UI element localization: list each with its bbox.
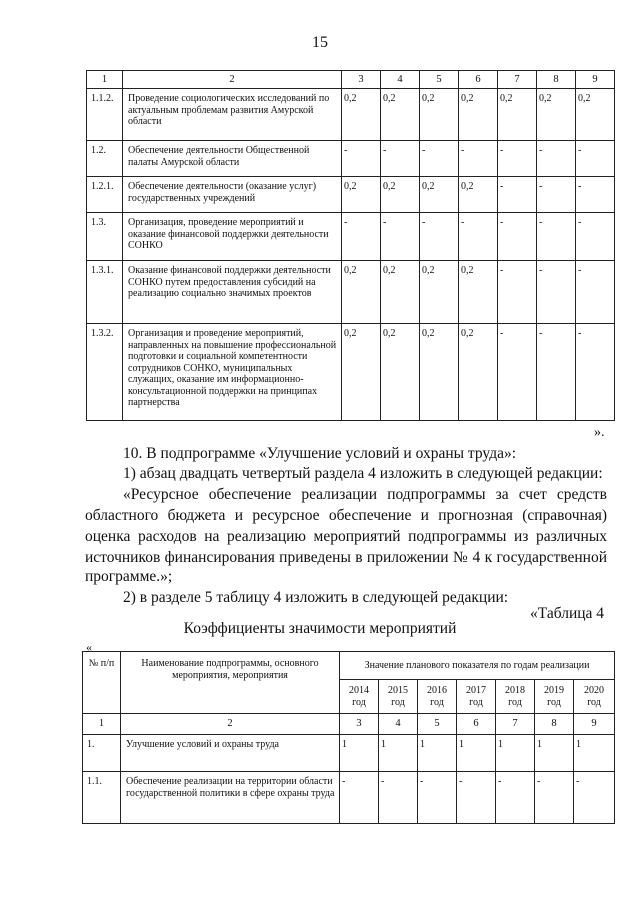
row-value: - [459, 141, 498, 177]
quote-line-last: программе.»; [85, 568, 173, 585]
year-header: 2015 год [379, 680, 418, 714]
item-10-1: 1) абзац двадцать четвертый раздела 4 изложить в следующей редакции: [123, 465, 603, 482]
row-value: 0,2 [420, 177, 459, 213]
year-header: 2017 год [457, 680, 496, 714]
row-value: - [381, 141, 420, 177]
row-value: - [381, 213, 420, 261]
column-number: 5 [418, 714, 457, 735]
row-number: 1.3.2. [87, 324, 123, 421]
row-value: 0,2 [576, 89, 615, 141]
table-title: Коэффициенты значимости мероприятий [183, 620, 457, 637]
year-header: 2018 год [496, 680, 535, 714]
row-value: - [420, 213, 459, 261]
row-value: - [420, 141, 459, 177]
column-number: 7 [498, 71, 537, 89]
row-value: - [379, 772, 418, 824]
table-label: «Таблица 4 [530, 605, 605, 622]
row-value: - [342, 213, 381, 261]
row-value: 0,2 [459, 324, 498, 421]
table-row [83, 735, 615, 772]
row-value: - [537, 261, 576, 324]
header-number: № п/п [83, 652, 121, 714]
row-value: 0,2 [342, 261, 381, 324]
column-number: 1 [87, 71, 123, 89]
header-values: Значение планового показателя по годам реализации [340, 652, 615, 680]
column-number: 3 [342, 71, 381, 89]
page-number: 15 [312, 34, 328, 51]
row-value: 1 [535, 735, 574, 772]
row-value: 1 [418, 735, 457, 772]
row-value: - [576, 261, 615, 324]
column-number: 5 [420, 71, 459, 89]
table-row [87, 213, 615, 261]
row-value: 0,2 [381, 261, 420, 324]
row-value: 0,2 [420, 324, 459, 421]
row-number: 1.3. [87, 213, 123, 261]
column-number: 9 [574, 714, 615, 735]
row-value: - [576, 141, 615, 177]
row-value: 0,2 [342, 177, 381, 213]
quote-line: «Ресурсное обеспечение реализации подпрограммы за счет средств [123, 486, 607, 503]
row-value: 1 [340, 735, 379, 772]
row-value: - [459, 213, 498, 261]
row-value: - [496, 772, 535, 824]
row-number: 1.2.1. [87, 177, 123, 213]
row-value: 0,2 [459, 177, 498, 213]
row-value: 0,2 [342, 324, 381, 421]
row-number: 1.2. [87, 141, 123, 177]
row-name: Обеспечение деятельности (оказание услуг) государственных учреждений [123, 177, 342, 213]
significance-coefficients-table [82, 651, 615, 824]
row-value: 1 [496, 735, 535, 772]
table-header-row [83, 652, 615, 680]
year-header: 2016 год [418, 680, 457, 714]
row-name: Улучшение условий и охраны труда [121, 735, 340, 772]
quote-line: оценка расходов на реализацию мероприятий подпрограммы из различных [85, 528, 607, 545]
table-row [87, 261, 615, 324]
row-value: 0,2 [381, 324, 420, 421]
row-value: - [537, 213, 576, 261]
column-number: 3 [340, 714, 379, 735]
row-value: - [576, 324, 615, 421]
table-row [87, 177, 615, 213]
table-row [87, 89, 615, 141]
header-name: Наименование подпрограммы, основного мероприятия, мероприятия [121, 652, 340, 714]
column-number: 6 [457, 714, 496, 735]
row-number: 1.1. [83, 772, 121, 824]
row-number: 1.1.2. [87, 89, 123, 141]
table-row [87, 324, 615, 421]
row-name: Организация, проведение мероприятий и оказание финансовой поддержки деятельности СОНКО [123, 213, 342, 261]
row-value: - [498, 213, 537, 261]
item-10-2: 2) в разделе 5 таблицу 4 изложить в следующей редакции: [123, 589, 509, 606]
quote-line: источников финансирования приведены в приложении № 4 к государственной [85, 549, 607, 566]
allocation-table-continuation [86, 70, 615, 421]
column-number: 4 [379, 714, 418, 735]
row-name: Обеспечение деятельности Общественной палаты Амурской области [123, 141, 342, 177]
row-value: - [498, 141, 537, 177]
row-value: - [537, 177, 576, 213]
row-value: 0,2 [381, 177, 420, 213]
column-numbers-row [83, 714, 615, 735]
column-number: 6 [459, 71, 498, 89]
row-value: - [498, 261, 537, 324]
row-value: 0,2 [420, 261, 459, 324]
row-value: - [537, 324, 576, 421]
row-value: - [457, 772, 496, 824]
row-value: - [342, 141, 381, 177]
row-value: 1 [379, 735, 418, 772]
column-number: 7 [496, 714, 535, 735]
column-number: 2 [123, 71, 342, 89]
row-value: 0,2 [459, 261, 498, 324]
column-number: 8 [537, 71, 576, 89]
year-header: 2019 год [535, 680, 574, 714]
quote-line: областного бюджета и ресурсное обеспечение и прогнозная (справочная) [85, 507, 607, 524]
column-number: 2 [121, 714, 340, 735]
year-header: 2020 год [574, 680, 615, 714]
row-name: Организация и проведение мероприятий, направленных на повышение профессиональной подготовки и социальной компетентности сотрудников СОНКО, муниципальных служащих, оказание им информационно-консультационной поддержки на принципах партнерства [123, 324, 342, 421]
row-value: 0,2 [381, 89, 420, 141]
row-value: - [535, 772, 574, 824]
column-number: 4 [381, 71, 420, 89]
row-value: 1 [574, 735, 615, 772]
row-value: 0,2 [342, 89, 381, 141]
row-value: - [576, 213, 615, 261]
row-value: - [418, 772, 457, 824]
row-value: 0,2 [537, 89, 576, 141]
row-value: - [340, 772, 379, 824]
column-number: 1 [83, 714, 121, 735]
row-value: - [498, 177, 537, 213]
row-value: - [537, 141, 576, 177]
table-row [87, 141, 615, 177]
column-number: 8 [535, 714, 574, 735]
table-header-row [87, 71, 615, 89]
row-value: 0,2 [498, 89, 537, 141]
year-header: 2014 год [340, 680, 379, 714]
table-row [83, 772, 615, 824]
row-name: Обеспечение реализации на территории области государственной политики в сфере охраны труда [121, 772, 340, 824]
row-value: - [574, 772, 615, 824]
row-name: Проведение социологических исследований по актуальным проблемам развития Амурской области [123, 89, 342, 141]
row-value: - [498, 324, 537, 421]
column-number: 9 [576, 71, 615, 89]
row-number: 1.3.1. [87, 261, 123, 324]
open-quote: « [86, 640, 92, 654]
closing-quote: ». [594, 425, 605, 440]
item-10-heading: 10. В подпрограмме «Улучшение условий и охраны труда»: [123, 445, 517, 462]
row-value: - [576, 177, 615, 213]
row-number: 1. [83, 735, 121, 772]
row-name: Оказание финансовой поддержки деятельности СОНКО путем предоставления субсидий на реализацию социально значимых проектов [123, 261, 342, 324]
row-value: 0,2 [459, 89, 498, 141]
row-value: 0,2 [420, 89, 459, 141]
row-value: 1 [457, 735, 496, 772]
